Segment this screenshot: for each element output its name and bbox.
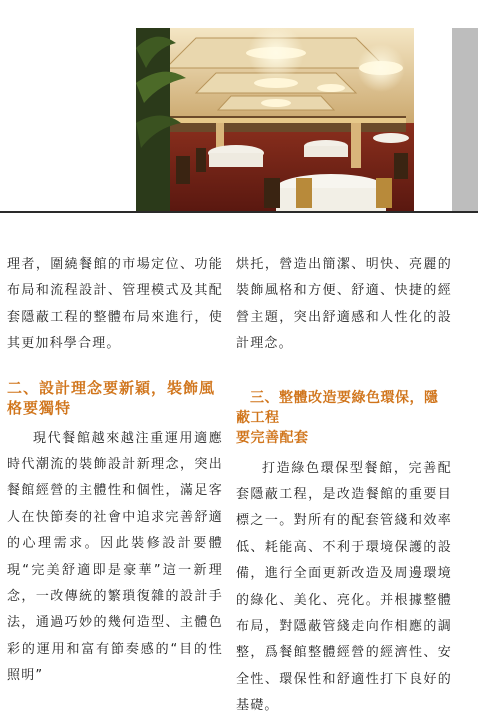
heading-line-1: 三、整體改造要綠色環保，隱蔽工程 [236, 389, 439, 426]
heading-line-1: 二、設計理念要新穎，裝飾風 [7, 378, 216, 397]
horizontal-rule [0, 211, 478, 213]
restaurant-interior-illustration [136, 28, 414, 211]
side-tab [452, 28, 478, 211]
section-heading-2 [7, 378, 223, 418]
right-column [236, 252, 452, 720]
restaurant-photo [136, 28, 414, 211]
paragraph-section-3: 打造綠色環保型餐館，完善配套隱蔽工程，是改造餐館的重要目標之一。對所有的配套管綫和效率低、耗能高、不利于環境保護的設備，進行全面更新改造及周邊環境的綠化、美化、亮化。并根據整體布局，對隱蔽管綫走向作相應的調整，爲餐館整體經營的經濟性、安全性、環保性和舒適性打下良好的基礎。 [236, 460, 452, 714]
heading-line-2: 要完善配套 [236, 429, 309, 446]
heading-line-2: 格要獨特 [7, 398, 72, 417]
paragraph-section-2: 現代餐館越來越注重運用適應時代潮流的裝飾設計新理念，突出餐館經營的主體性和個性，滿足客人在快節奏的社會中追求完善舒適的心理需求。因此裝修設計要體現“完美舒適即是豪華”這一新理念，一改傳統的繁瑣復雜的設計手法，通過巧妙的幾何造型、主體色彩的運用和富有節奏感的“目的性照明” [7, 430, 223, 684]
section-heading-3 [236, 388, 452, 448]
paragraph-continued: 烘托，營造出簡潔、明快、亮麗的裝飾風格和方便、舒適、快捷的經營主題，突出舒適感和人性化的設計理念。 [236, 257, 452, 352]
paragraph-continued: 理者，圍繞餐館的市場定位、功能布局和流程設計、管理模式及其配套隱蔽工程的整體布局來進行，使其更加科學合理。 [7, 257, 223, 352]
left-column [7, 252, 223, 690]
